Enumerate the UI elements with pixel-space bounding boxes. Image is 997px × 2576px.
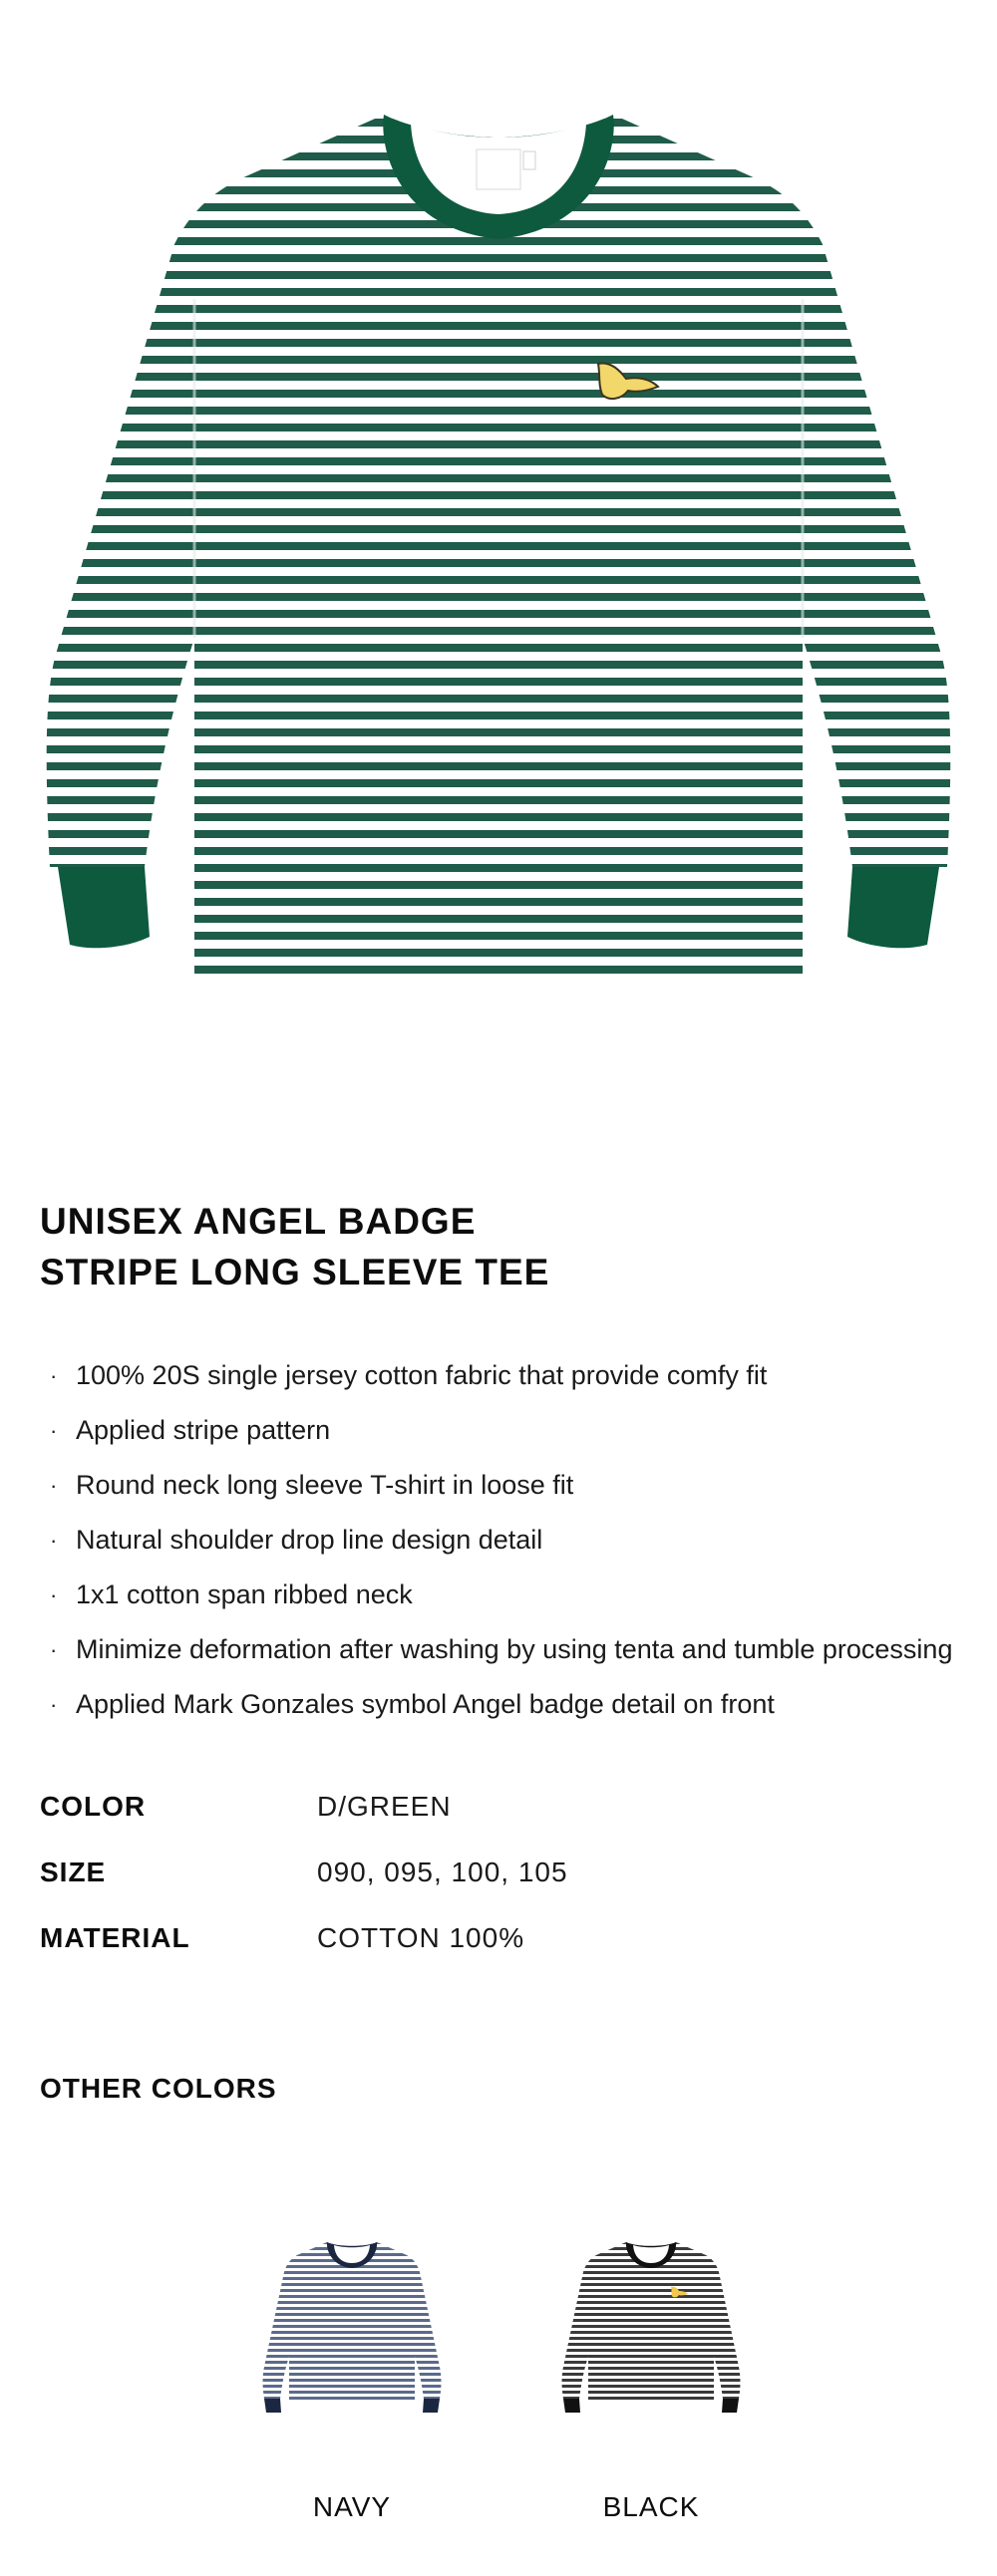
feature-item: · Applied stripe pattern: [50, 1403, 952, 1458]
product-title-line-1: UNISEX ANGEL BADGE: [40, 1201, 477, 1242]
bullet-icon: ·: [50, 1418, 58, 1443]
feature-item: · Minimize deformation after washing by using tenta and tumble processing: [50, 1622, 952, 1677]
spec-label: SIZE: [40, 1857, 107, 1887]
spec-row-color: [40, 1774, 568, 1840]
spec-value: D/GREEN: [317, 1791, 452, 1822]
spec-label: COLOR: [40, 1791, 147, 1822]
feature-item: · Natural shoulder drop line design detail: [50, 1513, 952, 1568]
product-image: [0, 0, 997, 1076]
feature-list: [50, 1348, 952, 1732]
color-option-label-navy[interactable]: NAVY: [312, 2491, 392, 2522]
feature-item: · 1x1 cotton span ribbed neck: [50, 1568, 952, 1622]
black-tee-thumbnail: [551, 2217, 751, 2417]
feature-item: · Round neck long sleeve T-shirt in loose fit: [50, 1458, 952, 1513]
product-title-line-2: STRIPE LONG SLEEVE TEE: [40, 1252, 550, 1292]
spec-value: COTTON 100%: [317, 1922, 525, 1953]
bullet-icon: ·: [50, 1363, 58, 1388]
color-option-navy[interactable]: [252, 2217, 452, 2417]
feature-item: · 100% 20S single jersey cotton fabric that provide comfy fit: [50, 1348, 952, 1403]
feature-item: · Applied Mark Gonzales symbol Angel badge detail on front: [50, 1677, 952, 1732]
bullet-icon: ·: [50, 1692, 58, 1717]
product-title: [40, 1196, 549, 1297]
bullet-icon: ·: [50, 1473, 58, 1498]
spec-row-size: [40, 1840, 568, 1905]
bullet-icon: ·: [50, 1582, 58, 1607]
navy-tee-thumbnail: [252, 2217, 452, 2417]
color-option-black[interactable]: [551, 2217, 751, 2417]
spec-row-material: [40, 1905, 568, 1971]
bullet-icon: ·: [50, 1637, 58, 1662]
color-option-label-black[interactable]: BLACK: [602, 2491, 700, 2522]
spec-label: MATERIAL: [40, 1922, 190, 1953]
spec-table: [40, 1774, 568, 1971]
spec-value: 090, 095, 100, 105: [317, 1857, 568, 1887]
bullet-icon: ·: [50, 1528, 58, 1553]
long-sleeve-tee-illustration: [0, 0, 997, 1076]
other-colors-title: OTHER COLORS: [40, 2073, 277, 2104]
